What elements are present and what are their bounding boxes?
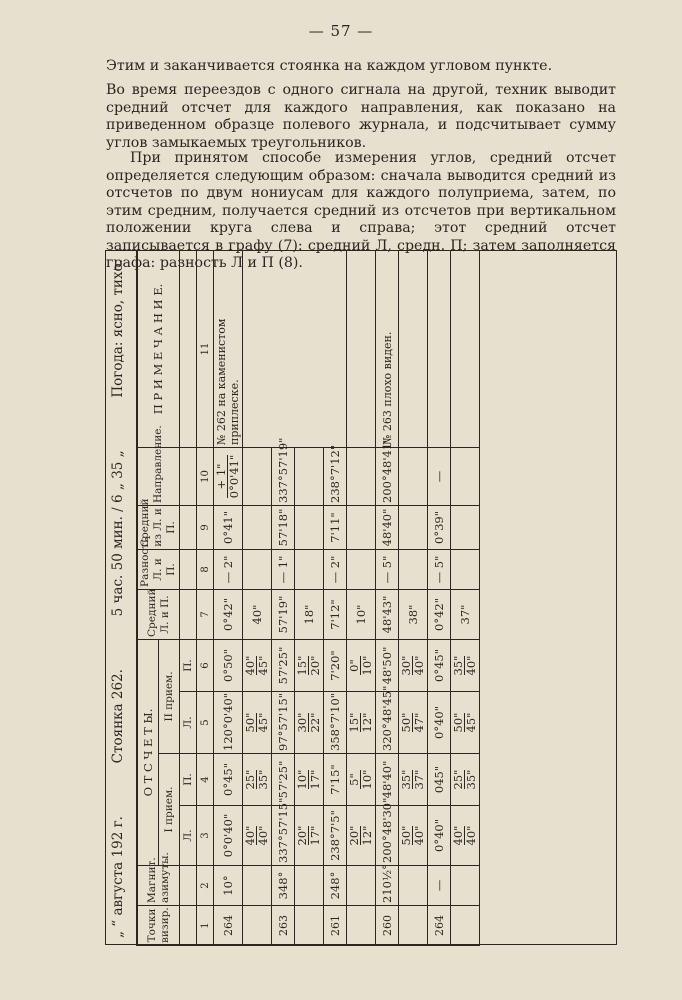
- col-number: 2: [197, 866, 214, 906]
- table-cell-point: [347, 906, 376, 946]
- table-cell-dir: + 1" 0°0'41": [214, 447, 243, 505]
- col-header-notes: П Р И М Е Ч А Н И Е.: [138, 250, 180, 447]
- table-cell-p2: 7'20": [324, 639, 347, 691]
- table-cell-p2: 0°50": [214, 639, 243, 691]
- table-cell-l2: 120°0'40": [214, 692, 243, 754]
- table-cell-l1: 200°48'30": [376, 806, 399, 866]
- table-cell-l2: 0°40": [428, 692, 451, 754]
- sub-header-l1: Л.: [180, 806, 197, 866]
- table-cell-l2: 50" 45": [451, 692, 480, 754]
- table-cell-diff: — 5": [428, 549, 451, 589]
- table-cell-dir: [295, 447, 324, 505]
- table-cell-note: [243, 250, 347, 447]
- table-cell-l2: 50" 45": [243, 692, 272, 754]
- col-number: 4: [197, 754, 214, 806]
- table-cell-dir: [399, 447, 428, 505]
- table-row: [428, 250, 451, 945]
- table-cell-note: № 263 плохо виден.: [376, 250, 399, 447]
- table-cell-point: 261: [324, 906, 347, 946]
- table-cell-l2: 320°48'45": [376, 692, 399, 754]
- journal-weather: Погода: ясно, тихо.: [110, 259, 126, 398]
- col-number: 1: [197, 906, 214, 946]
- table-cell-l2: 50" 47": [399, 692, 428, 754]
- table-cell-point: [295, 906, 324, 946]
- table-cell-p2: 35" 40": [451, 639, 480, 691]
- table-cell-p1: 25" 35": [243, 754, 272, 806]
- table-cell-diff: — 2": [324, 549, 347, 589]
- paragraph-2: Во время переездов с одного сигнала на другой, техник выводит средний отсчет для каждого направления, как показано на приведенном образце полевого журнала, и подсчитывает сумму углов замыкаемых треугольников.: [106, 82, 616, 151]
- table-cell-avg: 0°41": [214, 505, 243, 549]
- table-cell-l1: 0°0'40": [214, 806, 243, 866]
- table-cell-diff: — 1": [272, 549, 295, 589]
- table-cell-avg: 0°39": [428, 505, 451, 549]
- table-cell-az: 210½°: [376, 866, 399, 906]
- table-cell-mean: 0°42": [214, 589, 243, 639]
- col-number: 11: [197, 250, 214, 447]
- table-cell-note: [451, 250, 480, 447]
- table-cell-p2: 30" 40": [399, 639, 428, 691]
- table-cell-p1: 045": [428, 754, 451, 806]
- table-cell-az: [451, 866, 480, 906]
- table-cell-mean: 7'12": [324, 589, 347, 639]
- table-cell-avg: [243, 505, 272, 549]
- table-cell-l2: 97°57'15": [272, 692, 295, 754]
- table-cell-mean: 40": [243, 589, 272, 639]
- table-cell-dir: —: [428, 447, 451, 505]
- col-header-readings: О Т С Ч Е Т Ы.: [138, 639, 159, 865]
- table-cell-dir: 238°7'12": [324, 447, 347, 505]
- paragraph-1: Этим и заканчивается стоянка на каждом угловом пункте.: [106, 58, 553, 74]
- table-cell-p1: 7'15": [324, 754, 347, 806]
- table-cell-p1: 5" 10": [347, 754, 376, 806]
- table-cell-l2: 358°7'10": [324, 692, 347, 754]
- table-cell-p1: 57'25": [272, 754, 295, 806]
- journal-grid: [137, 250, 480, 946]
- table-cell-note: [399, 250, 428, 447]
- table-cell-point: 264: [428, 906, 451, 946]
- table-row: [399, 250, 428, 945]
- table-cell-p2: 15" 20": [295, 639, 324, 691]
- table-cell-mean: 0°42": [428, 589, 451, 639]
- field-journal-table: [105, 250, 617, 945]
- table-cell-mean: 37": [451, 589, 480, 639]
- col-header-reception-2: II прием.: [159, 639, 180, 753]
- table-cell-dir: [243, 447, 272, 505]
- table-cell-avg: 57'18": [272, 505, 295, 549]
- table-cell-diff: — 5": [376, 549, 399, 589]
- sub-header-p1: П.: [180, 754, 197, 806]
- col-header-azimuth: Магнит. азимуты.: [138, 866, 180, 906]
- sub-header-l2: Л.: [180, 692, 197, 754]
- table-cell-diff: [399, 549, 428, 589]
- col-number: 7: [197, 589, 214, 639]
- table-cell-p2: 0" 10": [347, 639, 376, 691]
- paragraph-3: При принятом способе измерения углов, средний отсчет определяется следующим образом: сначала выводится средний из отсчетов по двум нониусам для каждого полуприема, затем, по этим средним, получается средний из отсчетов при вертикальном положении круга слева и справа; этот средний отсчет записывается в графу (7): средний Л, средн. П; затем заполняется графа: разность Л и П (8).: [106, 150, 616, 271]
- table-cell-l1: 337°57'15": [272, 806, 295, 866]
- col-number: 3: [197, 806, 214, 866]
- table-cell-mean: 18": [295, 589, 324, 639]
- col-header-mean-lp: Средний Л. и П.: [138, 589, 180, 639]
- journal-station: Стоянка 262.: [110, 669, 126, 764]
- table-cell-p1: 25" 35": [451, 754, 480, 806]
- table-cell-l1: 40" 40": [451, 806, 480, 866]
- table-cell-dir: 337°57'19": [272, 447, 295, 505]
- table-cell-p2: 0°45": [428, 639, 451, 691]
- table-row: [243, 250, 272, 945]
- table-cell-point: 263: [272, 906, 295, 946]
- table-cell-dir: [347, 447, 376, 505]
- table-row: [214, 250, 243, 945]
- table-cell-l1: 238°7'5": [324, 806, 347, 866]
- table-cell-az: —: [428, 866, 451, 906]
- table-cell-avg: [451, 505, 480, 549]
- col-number: 6: [197, 639, 214, 691]
- table-cell-l1: 0°40": [428, 806, 451, 866]
- table-cell-avg: [295, 505, 324, 549]
- table-cell-point: 260: [376, 906, 399, 946]
- table-cell-l2: 15" 12": [347, 692, 376, 754]
- col-header-direction: Направление.: [138, 447, 180, 505]
- table-cell-p1: 35" 37": [399, 754, 428, 806]
- table-cell-az: [399, 866, 428, 906]
- sub-header-p2: П.: [180, 639, 197, 691]
- col-number: 9: [197, 505, 214, 549]
- table-cell-diff: [451, 549, 480, 589]
- table-cell-dir: [451, 447, 480, 505]
- table-cell-avg: 48'40": [376, 505, 399, 549]
- table-cell-diff: [347, 549, 376, 589]
- table-cell-note: [428, 250, 451, 447]
- table-cell-diff: [295, 549, 324, 589]
- col-header-mean-of: Средний из Л. и П.: [138, 505, 180, 549]
- table-cell-mean: 57'19": [272, 589, 295, 639]
- table-cell-p1: 10" 17": [295, 754, 324, 806]
- journal-time: 5 час. 50 мин. / 6 „ 35 „: [110, 450, 126, 617]
- table-cell-avg: 7'11": [324, 505, 347, 549]
- col-number: 5: [197, 692, 214, 754]
- table-cell-p1: 48'40": [376, 754, 399, 806]
- table-cell-p2: 57'25": [272, 639, 295, 691]
- table-cell-az: 10°: [214, 866, 243, 906]
- table-cell-p1: 0°45": [214, 754, 243, 806]
- table-cell-l1: 20" 17": [295, 806, 324, 866]
- table-cell-point: 264: [214, 906, 243, 946]
- col-number: 8: [197, 549, 214, 589]
- journal-date: „ “ августа 192 г.: [110, 816, 126, 938]
- table-cell-p2: 48'50": [376, 639, 399, 691]
- column-numbers-row: [197, 250, 214, 945]
- table-cell-avg: [399, 505, 428, 549]
- table-cell-dir: 200°48'41": [376, 447, 399, 505]
- table-cell-mean: 38": [399, 589, 428, 639]
- table-cell-mean: 48'43": [376, 589, 399, 639]
- table-cell-diff: — 2": [214, 549, 243, 589]
- table-cell-az: [243, 866, 272, 906]
- table-row: [451, 250, 480, 945]
- page-number: — 57 —: [308, 22, 374, 40]
- table-row: [347, 250, 376, 945]
- table-cell-az: [295, 866, 324, 906]
- table-cell-note: [347, 250, 376, 447]
- journal-header-line: [106, 251, 137, 946]
- col-header-point: Точки визир.: [138, 906, 180, 946]
- table-cell-l1: 50" 40": [399, 806, 428, 866]
- table-cell-point: [399, 906, 428, 946]
- table-cell-l1: 20" 12": [347, 806, 376, 866]
- table-cell-az: 248°: [324, 866, 347, 906]
- table-cell-az: [347, 866, 376, 906]
- table-cell-avg: [347, 505, 376, 549]
- table-cell-l1: 40" 40": [243, 806, 272, 866]
- col-header-diff: Разность Л. и П.: [138, 549, 180, 589]
- table-row: [376, 250, 399, 945]
- table-cell-diff: [243, 549, 272, 589]
- table-cell-note: № 262 на каменистом приплеске.: [214, 250, 243, 447]
- table-cell-l2: 30" 22": [295, 692, 324, 754]
- table-cell-point: [243, 906, 272, 946]
- table-cell-az: 348°: [272, 866, 295, 906]
- table-cell-mean: 10": [347, 589, 376, 639]
- col-number: 10: [197, 447, 214, 505]
- table-cell-p2: 40" 45": [243, 639, 272, 691]
- table-cell-point: [451, 906, 480, 946]
- col-header-reception-1: I прием.: [159, 754, 180, 866]
